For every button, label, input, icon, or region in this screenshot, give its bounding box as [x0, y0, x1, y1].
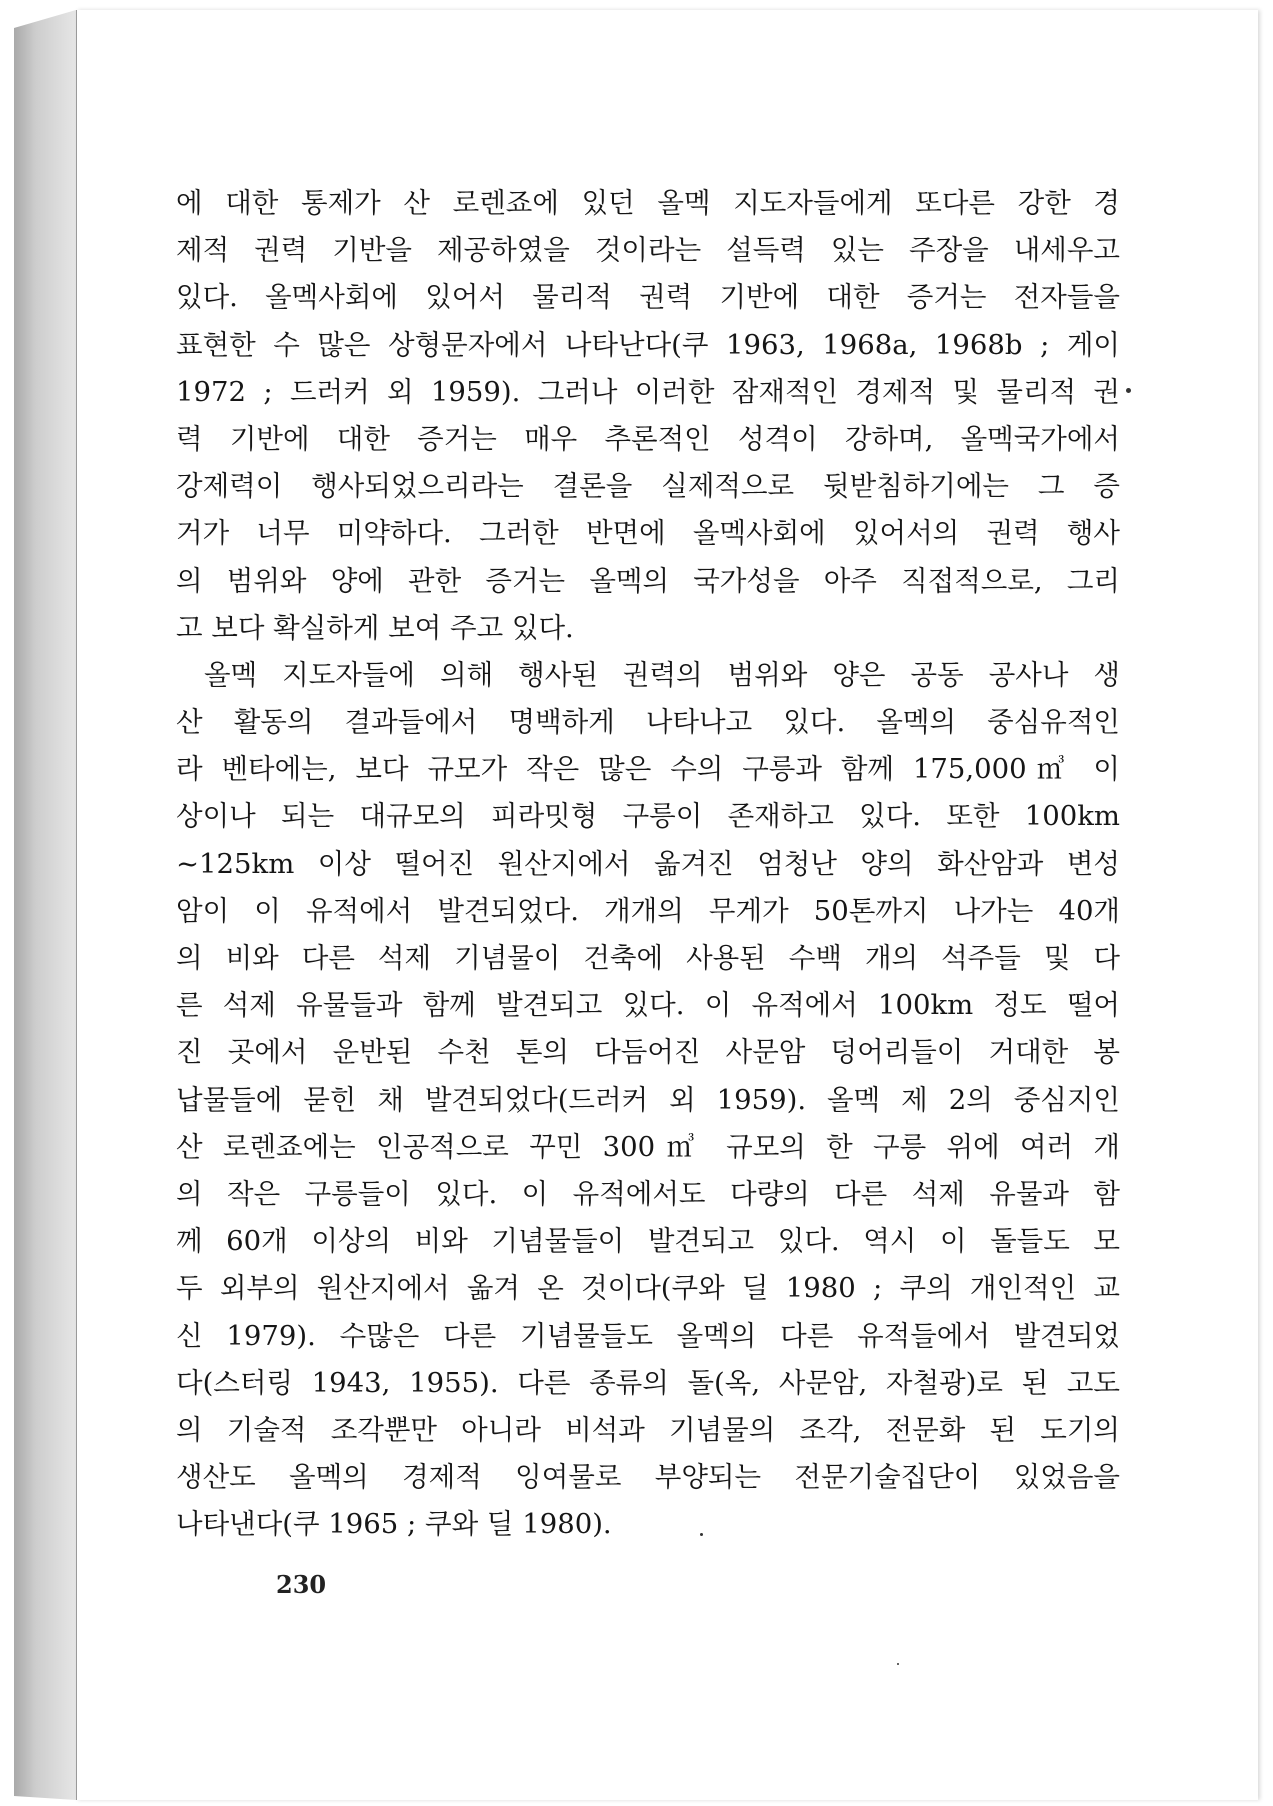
text-line: 납물들에 묻힌 채 발견되었다(드러커 외 1959). 올멕 제 2의 중심지인	[176, 1083, 1120, 1116]
text-line: 력 기반에 대한 증거는 매우 추론적인 성격이 강하며, 올멕국가에서	[176, 422, 1120, 455]
text-line: ~125km 이상 떨어진 원산지에서 옮겨진 엄청난 양의 화산암과 변성	[176, 847, 1120, 880]
text-line: 의 기술적 조각뿐만 아니라 비석과 기념물의 조각, 전문화 된 도기의	[176, 1413, 1120, 1446]
text-line: 1972 ; 드러커 외 1959). 그러나 이러한 잠재적인 경제적 및 물리적 권	[176, 375, 1120, 408]
text-line: 라 벤타에는, 보다 규모가 작은 많은 수의 구릉과 함께 175,000㎥ 이	[176, 753, 1120, 786]
text-line: 생산도 올멕의 경제적 잉여물로 부양되는 전문기술집단이 있었음을	[176, 1461, 1120, 1494]
text-line: 의 작은 구릉들이 있다. 이 유적에서도 다량의 다른 석제 유물과 함	[176, 1177, 1120, 1210]
ink-speck	[1126, 388, 1131, 393]
text-line: 암이 이 유적에서 발견되었다. 개개의 무게가 50톤까지 나가는 40개	[176, 894, 1120, 927]
text-line: 진 곳에서 운반된 수천 톤의 다듬어진 사문암 덩어리들이 거대한 봉	[176, 1036, 1120, 1069]
text-line: 산 로렌죠에는 인공적으로 꾸민 300㎥ 규모의 한 구릉 위에 여러 개	[176, 1130, 1120, 1163]
text-line: 있다. 올멕사회에 있어서 물리적 권력 기반에 대한 증거는 전자들을	[176, 281, 1120, 314]
text-line: 강제력이 행사되었으리라는 결론을 실제적으로 뒷받침하기에는 그 증	[176, 470, 1120, 503]
ink-speck	[700, 1533, 703, 1536]
ink-speck	[897, 1663, 899, 1665]
text-line: 나타낸다(쿠 1965 ; 쿠와 딜 1980).	[176, 1508, 612, 1541]
text-line: 의 범위와 양에 관한 증거는 올멕의 국가성을 아주 직접적으로, 그리	[176, 564, 1120, 597]
text-line: 께 60개 이상의 비와 기념물들이 발견되고 있다. 역시 이 돌들도 모	[176, 1225, 1120, 1258]
text-line: 상이나 되는 대규모의 피라밋형 구릉이 존재하고 있다. 또한 100km	[176, 800, 1120, 833]
text-line: 신 1979). 수많은 다른 기념물들도 올멕의 다른 유적들에서 발견되었	[176, 1319, 1120, 1352]
text-line: 고 보다 확실하게 보여 주고 있다.	[176, 611, 574, 644]
body-text	[176, 180, 1120, 1548]
text-line: 제적 권력 기반을 제공하였을 것이라는 설득력 있는 주장을 내세우고	[176, 234, 1120, 267]
paragraph-first-line: 올멕 지도자들에 의해 행사된 권력의 범위와 양은 공동 공사나 생	[204, 658, 1120, 691]
book-spine-edge	[14, 10, 76, 1800]
page-number: 230	[276, 1570, 327, 1599]
text-line: 다(스터링 1943, 1955). 다른 종류의 돌(옥, 사문암, 자철광)로 된 고도	[176, 1366, 1120, 1399]
text-line: 에 대한 통제가 산 로렌죠에 있던 올멕 지도자들에게 또다른 강한 경	[176, 187, 1120, 219]
text-line: 산 활동의 결과들에서 명백하게 나타나고 있다. 올멕의 중심유적인	[176, 706, 1120, 739]
text-line: 른 석제 유물들과 함께 발견되고 있다. 이 유적에서 100km 정도 떨어	[176, 989, 1120, 1022]
text-line: 의 비와 다른 석제 기념물이 건축에 사용된 수백 개의 석주들 및 다	[176, 942, 1120, 974]
text-line: 표현한 수 많은 상형문자에서 나타난다(쿠 1963, 1968a, 1968b ; 게이	[176, 328, 1120, 361]
text-line: 두 외부의 원산지에서 옮겨 온 것이다(쿠와 딜 1980 ; 쿠의 개인적인 교	[176, 1272, 1120, 1305]
text-line: 거가 너무 미약하다. 그러한 반면에 올멕사회에 있어서의 권력 행사	[176, 517, 1120, 550]
